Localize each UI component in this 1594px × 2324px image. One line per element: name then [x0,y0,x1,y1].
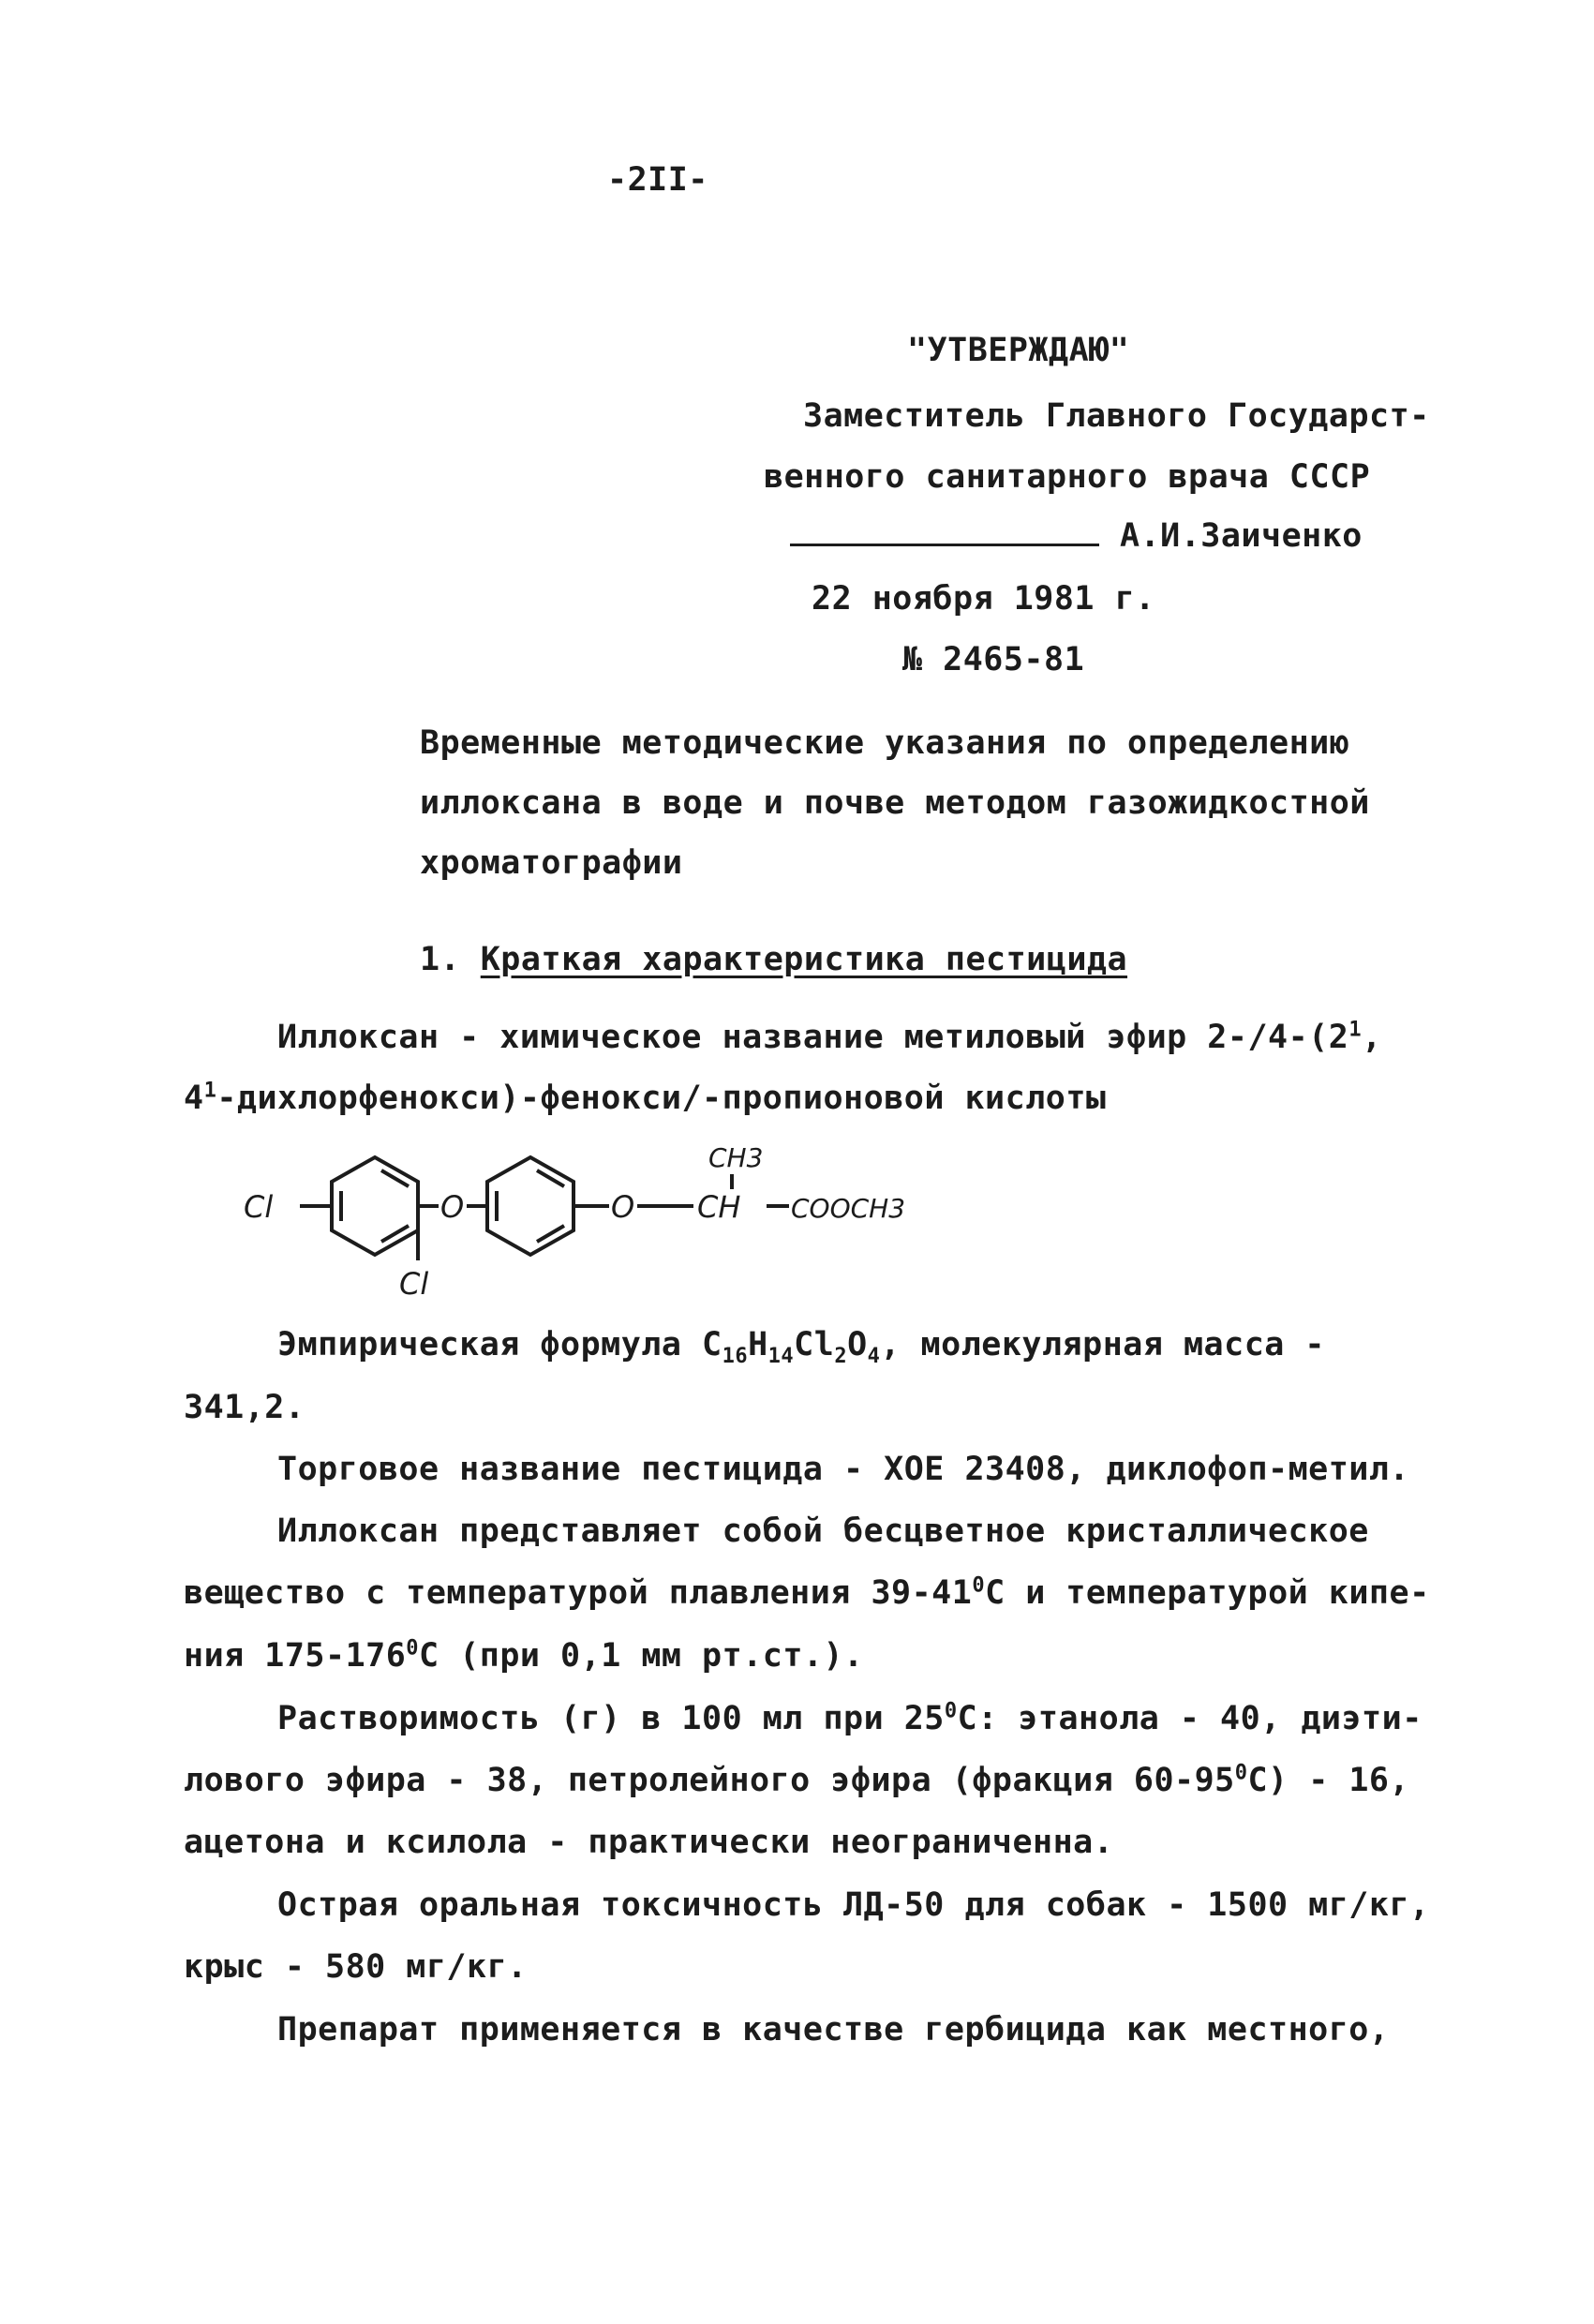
label-ch3: CH3 [708,1142,764,1173]
label-o2: O [611,1189,635,1225]
solubility-line1-degree: 0 [944,1699,958,1723]
toxicity-line2: крыс - 580 мг/кг. [184,1948,528,1986]
label-o1: O [440,1189,465,1225]
section-heading [420,939,1127,980]
label-cooch3: COOCH3 [791,1193,906,1224]
physical-line2-rest: С и температурой кипе- [985,1574,1430,1612]
approval-number: № 2465-81 [902,641,1085,678]
benzene-ring-2 [487,1157,574,1255]
approval-date: 22 ноября 1981 г. [812,580,1155,618]
formula-sub-cl: 2 [834,1345,848,1368]
section-title: Краткая характеристика пестицида [480,941,1128,978]
solubility-line2 [184,1760,1409,1801]
label-cl-bottom: Cl [399,1266,429,1302]
solubility-line2-text: лового эфира - 38, петролейного эфира (фракция 60-95 [184,1762,1235,1799]
benzene-ring-1 [332,1157,418,1255]
physical-line3 [184,1635,864,1676]
formula-h: H [748,1326,768,1363]
approval-heading: "УТВЕРЖДАЮ" [907,332,1130,369]
solubility-line1 [277,1698,1423,1739]
physical-line3-degree: 0 [406,1636,420,1661]
formula-cl: Cl [794,1326,835,1363]
section-number: 1. [420,941,461,978]
solubility-line1-text: Растворимость (г) в 100 мл при 25 [277,1700,945,1737]
toxicity-line1: Острая оральная токсичность ЛД-50 для собак - 1500 мг/кг, [277,1886,1430,1924]
name-line1-superscript: 1 [1348,1018,1363,1042]
solubility-line2-degree: 0 [1234,1761,1248,1785]
doc-title-line2: иллоксана в воде и почве методом газожидкостной [420,784,1370,822]
formula-sub-h: 14 [767,1345,795,1368]
label-cl-left: Cl [244,1189,274,1225]
structural-formula [225,1120,956,1317]
physical-line2 [184,1572,1430,1614]
name-line2-text: -дихлорфенокси)-фенокси/-пропионовой кислоты [216,1080,1107,1117]
solubility-line2-rest: С) - 16, [1247,1762,1410,1799]
doc-title-line1: Временные методические указания по определению [420,724,1350,762]
physical-line1: Иллоксан представляет собой бесцветное кристаллическое [277,1512,1369,1550]
physical-line2-degree: 0 [972,1573,986,1598]
physical-line3-text: ния 175-176 [184,1637,407,1675]
formula-mass-label: , молекулярная масса - [880,1326,1325,1363]
solubility-line1-rest: С: этанола - 40, диэти- [957,1700,1423,1737]
formula-sub-c: 16 [722,1345,749,1368]
molecular-mass: 341,2. [184,1389,305,1426]
trade-name: Торговое название пестицида - ХОЕ 23408, диклофоп-метил. [277,1451,1410,1488]
signature-line [790,544,1099,546]
name-line1-text: Иллоксан - химическое название метиловый эфир 2-/4-(2 [277,1019,1349,1056]
physical-line3-rest: С (при 0,1 мм рт.ст.). [419,1637,864,1675]
name-line2-prefix: 4 [184,1080,204,1117]
name-line2 [184,1078,1107,1119]
formula-o: O [847,1326,868,1363]
name-line1-comma: , [1362,1019,1382,1056]
name-line1 [277,1017,1382,1058]
doc-title-line3: хроматографии [420,844,683,882]
physical-line2-text: вещество с температурой плавления 39-41 [184,1574,973,1612]
formula-line [277,1324,1325,1368]
page-number: -2II- [607,161,708,199]
solubility-line3: ацетона и ксилола - практически неограниченна. [184,1824,1114,1861]
formula-sub-o: 4 [867,1345,881,1368]
signatory-name: А.И.Заиченко [1120,517,1363,555]
usage-line: Препарат применяется в качестве гербицида как местного, [277,2011,1390,2048]
label-ch: CH [697,1189,741,1225]
approval-title-line2: венного санитарного врача СССР [764,458,1371,496]
approval-title-line1: Заместитель Главного Государст- [803,397,1430,435]
formula-text: Эмпирическая формула C [277,1326,723,1363]
name-line2-superscript: 1 [203,1079,217,1103]
